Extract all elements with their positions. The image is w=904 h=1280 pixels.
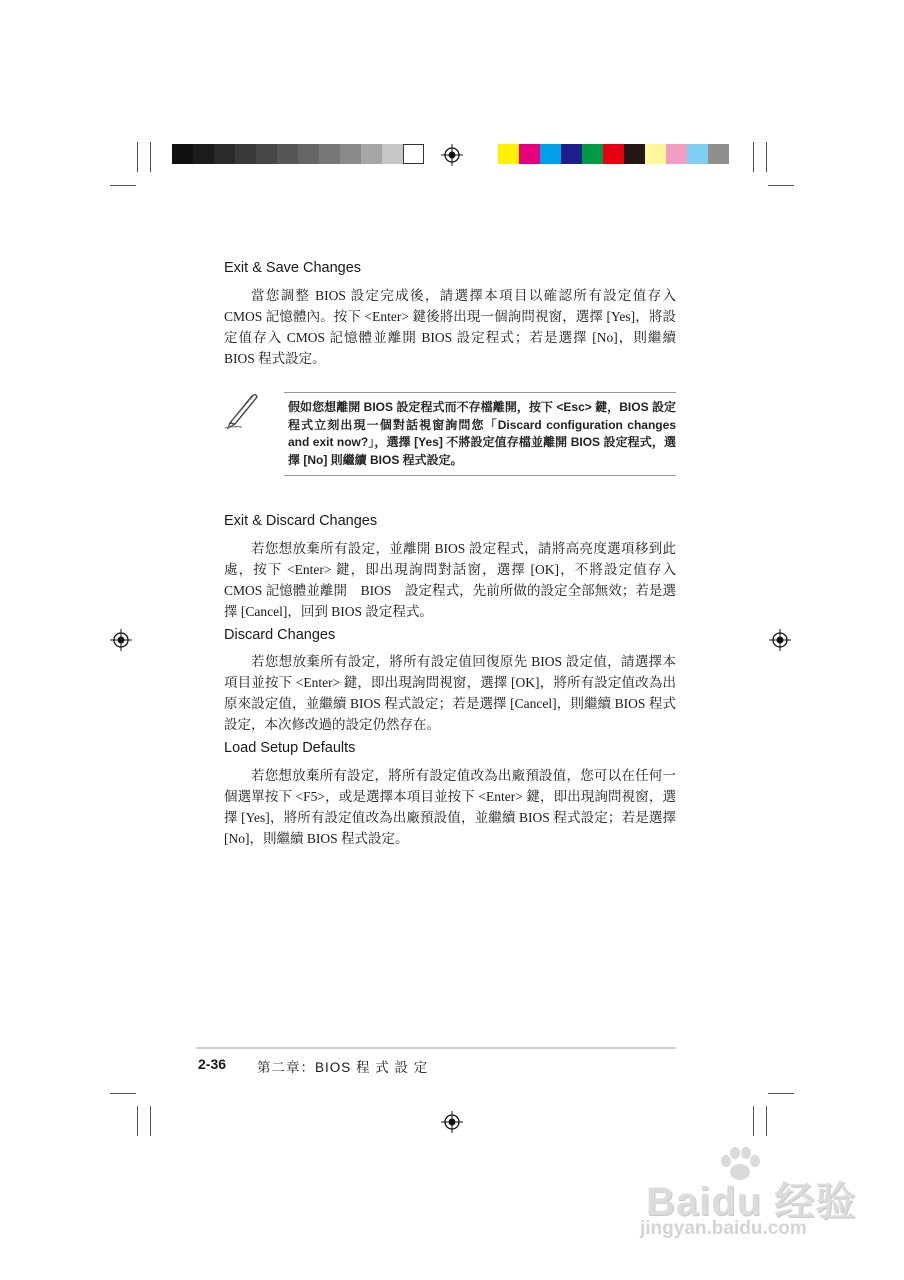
baidu-watermark [640, 1150, 860, 1250]
crop-mark [766, 142, 767, 172]
color-swatch [340, 144, 361, 164]
footer-rule [196, 1047, 676, 1049]
section-body-discard: 若您想放棄所有設定，將所有設定值回復原先 BIOS 設定值，請選擇本項目並按下 <Enter> 鍵，即出現詢問視窗，選擇 [OK]，將所有設定值改為出原來設定值，並繼續 BIOS 程式設定；若是選擇 [Cancel]，則繼續 BIOS 程式設定，本次修改過的設定仍然存在。 [224, 654, 676, 732]
section-heading-discard: Discard Changes [224, 627, 336, 643]
note-text: 假如您想離開 BIOS 設定程式而不存檔離開，按下 <Esc> 鍵，BIOS 設定程式立刻出現一個對話視窗詢問您「Discard configuration changes and exit now?」，選擇 [Yes] 不將設定值存檔並離開 BIOS 設定程式，選擇 [No] 則繼續 BIOS 程式設定。 [288, 400, 676, 467]
color-swatch [519, 144, 540, 164]
color-swatch [645, 144, 666, 164]
section-heading-exit-save: Exit & Save Changes [224, 260, 362, 276]
color-swatch [403, 144, 424, 164]
color-swatch [382, 144, 403, 164]
color-swatch [172, 144, 193, 164]
color-swatch [256, 144, 277, 164]
registration-mark-icon [441, 1111, 463, 1133]
section-heading-exit-discard: Exit & Discard Changes [224, 513, 378, 529]
crop-mark [768, 1093, 794, 1094]
chapter-title: 第二章：BIOS 程 式 設 定 [257, 1060, 429, 1075]
crop-mark [766, 1106, 767, 1136]
crop-mark [137, 1106, 138, 1136]
color-swatch [319, 144, 340, 164]
crop-mark [768, 185, 794, 186]
color-swatch [687, 144, 708, 164]
watermark-url: jingyan.baidu.com [640, 1218, 807, 1239]
color-swatch [298, 144, 319, 164]
crop-mark [150, 142, 151, 172]
color-swatch [498, 144, 519, 164]
color-swatch [193, 144, 214, 164]
color-swatch [708, 144, 729, 164]
color-swatch [561, 144, 582, 164]
color-swatch [582, 144, 603, 164]
section-body-exit-save: 當您調整 BIOS 設定完成後，請選擇本項目以確認所有設定值存入 CMOS 記憶體內。按下 <Enter> 鍵後將出現一個詢問視窗，選擇 [Yes]，將設定值存入 CMOS 記憶體並離開 BIOS 設定程式；若是選擇 [No]，則繼續 BIOS 程式設定。 [224, 288, 676, 366]
page-number: 2-36 [198, 1056, 227, 1072]
section-body-exit-discard: 若您想放棄所有設定，並離開 BIOS 設定程式，請將高亮度選項移到此處，按下 <Enter> 鍵，即出現詢問對話窗，選擇 [OK]，不將設定值存入 CMOS 記憶體並離開 BIOS 設定程式，先前所做的設定全部無效；若是選擇 [Cancel]，回到 BIOS 設定程式。 [224, 541, 676, 619]
registration-mark-icon [441, 144, 463, 166]
crop-mark [150, 1106, 151, 1136]
color-swatch [361, 144, 382, 164]
color-swatch [214, 144, 235, 164]
crop-mark [110, 185, 136, 186]
color-swatch [624, 144, 645, 164]
color-swatch [666, 144, 687, 164]
section-heading-load-defaults: Load Setup Defaults [224, 740, 356, 756]
section-body-load-defaults: 若您想放棄所有設定，將所有設定值改為出廠預設值，您可以在任何一個選單按下 <F5>，或是選擇本項目並按下 <Enter> 鍵，即出現詢問視窗，選擇 [Yes]，將所有設定值改為出廠預設值，並繼續 BIOS 程式設定；若是選擇 [No]，則繼續 BIOS 程式設定。 [224, 768, 676, 846]
grayscale-color-bar [172, 144, 424, 164]
registration-mark-icon [769, 629, 791, 651]
crop-mark [137, 142, 138, 172]
process-color-bar [498, 144, 729, 164]
note-box [284, 392, 676, 476]
crop-mark [753, 1106, 754, 1136]
color-swatch [540, 144, 561, 164]
color-swatch [277, 144, 298, 164]
watermark-text: Baidu 经验 [646, 1180, 857, 1224]
registration-mark-icon [110, 629, 132, 651]
color-swatch [235, 144, 256, 164]
crop-mark [110, 1093, 136, 1094]
pencil-note-icon [222, 390, 262, 430]
crop-mark [753, 142, 754, 172]
color-swatch [603, 144, 624, 164]
